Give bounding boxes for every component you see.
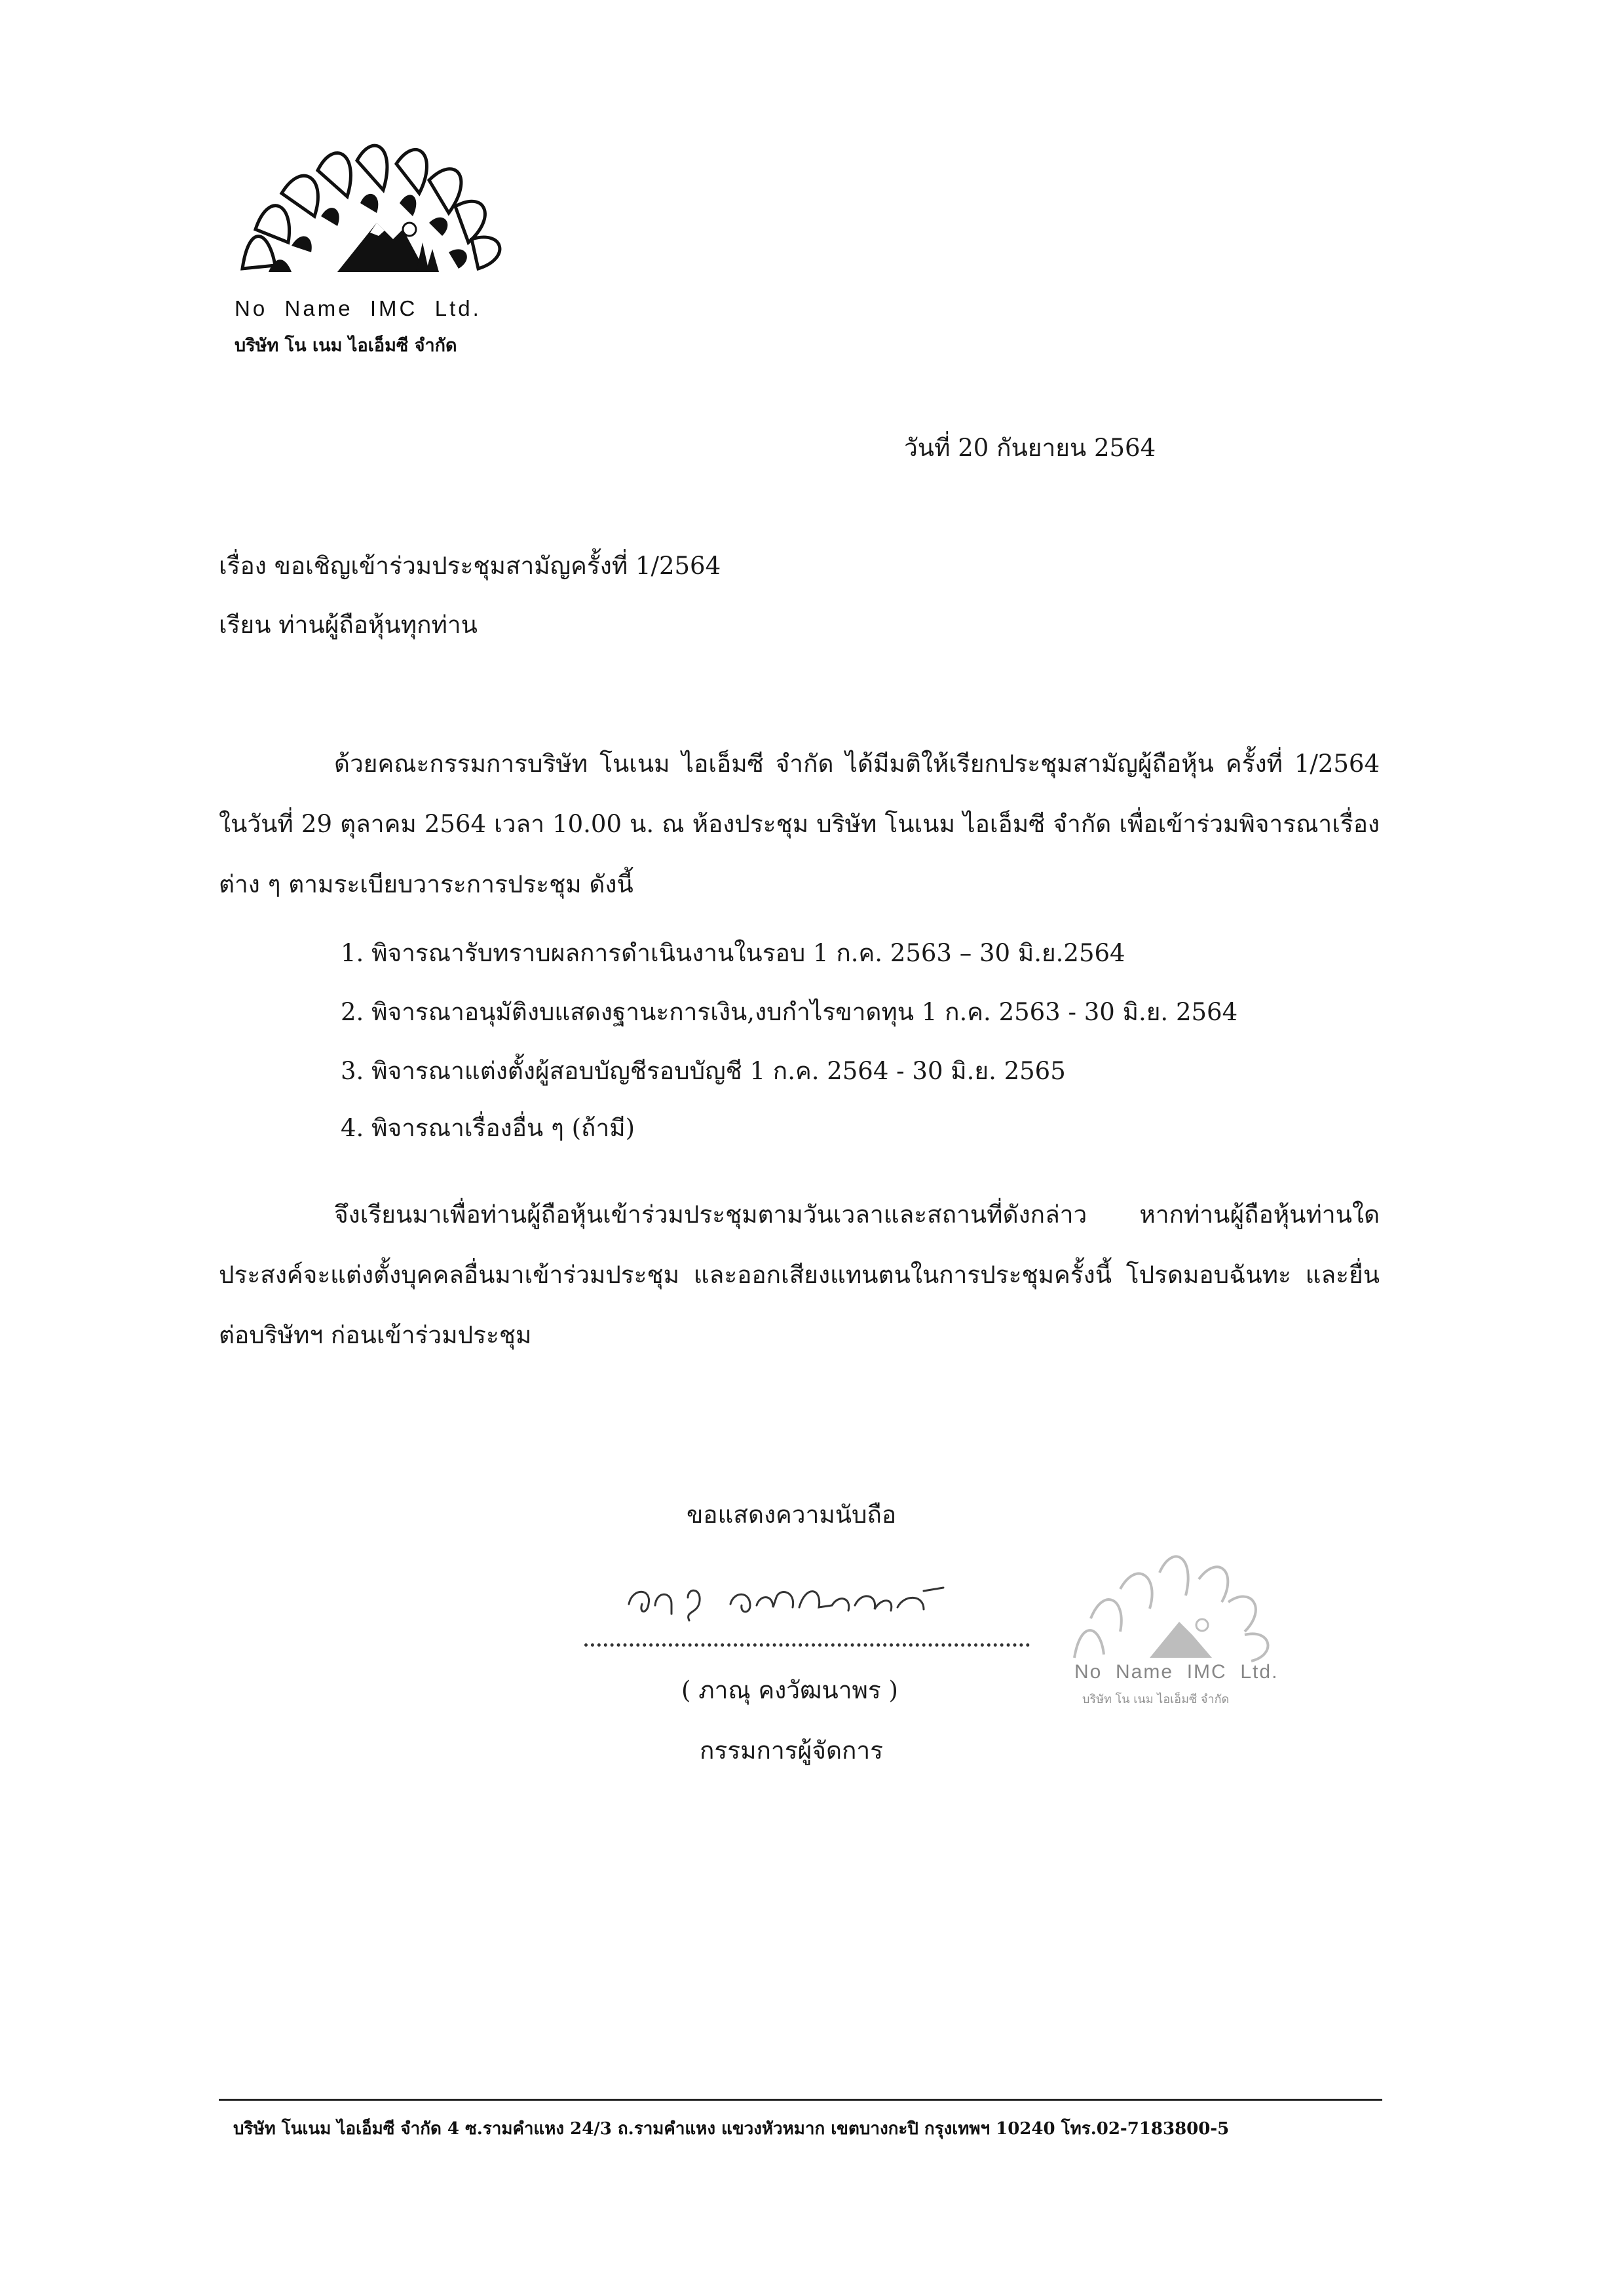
company-name-en: No Name IMC Ltd. — [235, 296, 482, 320]
signer-name: ( ภาณุ คงวัฒนาพร ) — [681, 1676, 898, 1704]
letter-recipient: เรียน ท่านผู้ถือหุ้นทุกท่าน — [219, 611, 478, 639]
agenda-item: 2. พิจารณาอนุมัติงบแสดงฐานะการเงิน,งบกำไรขาดทุน 1 ก.ค. 2563 - 30 มิ.ย. 2564 — [341, 998, 1238, 1026]
footer-divider — [219, 2099, 1382, 2101]
paragraph-1-text: ด้วยคณะกรรมการบริษัท โนเนม ไอเอ็มซี จำกัด ได้มีมติให้เรียกประชุมสามัญผู้ถือหุ้น ครั้งที่ 1/2564 ในวันที่ 29 ตุลาคม 2564 เวลา 10.00 น. ณ ห้องประชุม บริษัท โนเนม ไอเอ็มซี จำกัด เพื่อเข้าร่วมพิจารณาเรื่องต่าง ๆ ตามระเบียบวาระการประชุม ดังนี้ — [219, 750, 1380, 898]
letter-subject: เรื่อง ขอเชิญเข้าร่วมประชุมสามัญครั้งที่ 1/2564 — [219, 552, 721, 580]
footer-address: บริษัท โนเนม ไอเอ็มซี จำกัด 4 ซ.รามคำแหง 24/3 ถ.รามคำแหง แขวงหัวหมาก เขตบางกะปิ กรุงเทพฯ 10240 โทร.02-7183800-5 — [233, 2119, 1230, 2139]
stamp-name-th: บริษัท โน เนม ไอเอ็มซี จำกัด — [1082, 1693, 1230, 1706]
handwritten-signature — [616, 1558, 983, 1630]
closing-phrase: ขอแสดงความนับถือ — [687, 1501, 897, 1529]
company-logo — [229, 131, 537, 295]
body-paragraph-2 — [219, 1185, 1380, 1366]
letter-date: วันที่ 20 กันยายน 2564 — [904, 434, 1156, 462]
agenda-item: 3. พิจารณาแต่งตั้งผู้สอบบัญชีรอบบัญชี 1 ก.ค. 2564 - 30 มิ.ย. 2565 — [341, 1057, 1066, 1085]
agenda-item: 1. พิจารณารับทราบผลการดำเนินงานในรอบ 1 ก.ค. 2563 – 30 มิ.ย.2564 — [341, 939, 1125, 967]
signer-position: กรรมการผู้จัดการ — [700, 1736, 884, 1765]
signature-line — [584, 1643, 1030, 1647]
body-paragraph-1 — [219, 734, 1380, 915]
stamp-name-en: No Name IMC Ltd. — [1074, 1661, 1279, 1683]
company-name-th: บริษัท โน เนม ไอเอ็มซี จำกัด — [235, 335, 457, 356]
paragraph-2-text: จึงเรียนมาเพื่อท่านผู้ถือหุ้นเข้าร่วมประชุมตามวันเวลาและสถานที่ดังกล่าว หากท่านผู้ถือหุ้นท่านใดประสงค์จะแต่งตั้งบุคคลอื่นมาเข้าร่วมประชุม และออกเสียงแทนตนในการประชุมครั้งนี้ โปรดมอบฉันทะ และยื่นต่อบริษัทฯ ก่อนเข้าร่วมประชุม — [219, 1200, 1380, 1349]
agenda-item: 4. พิจารณาเรื่องอื่น ๆ (ถ้ามี) — [341, 1114, 635, 1142]
